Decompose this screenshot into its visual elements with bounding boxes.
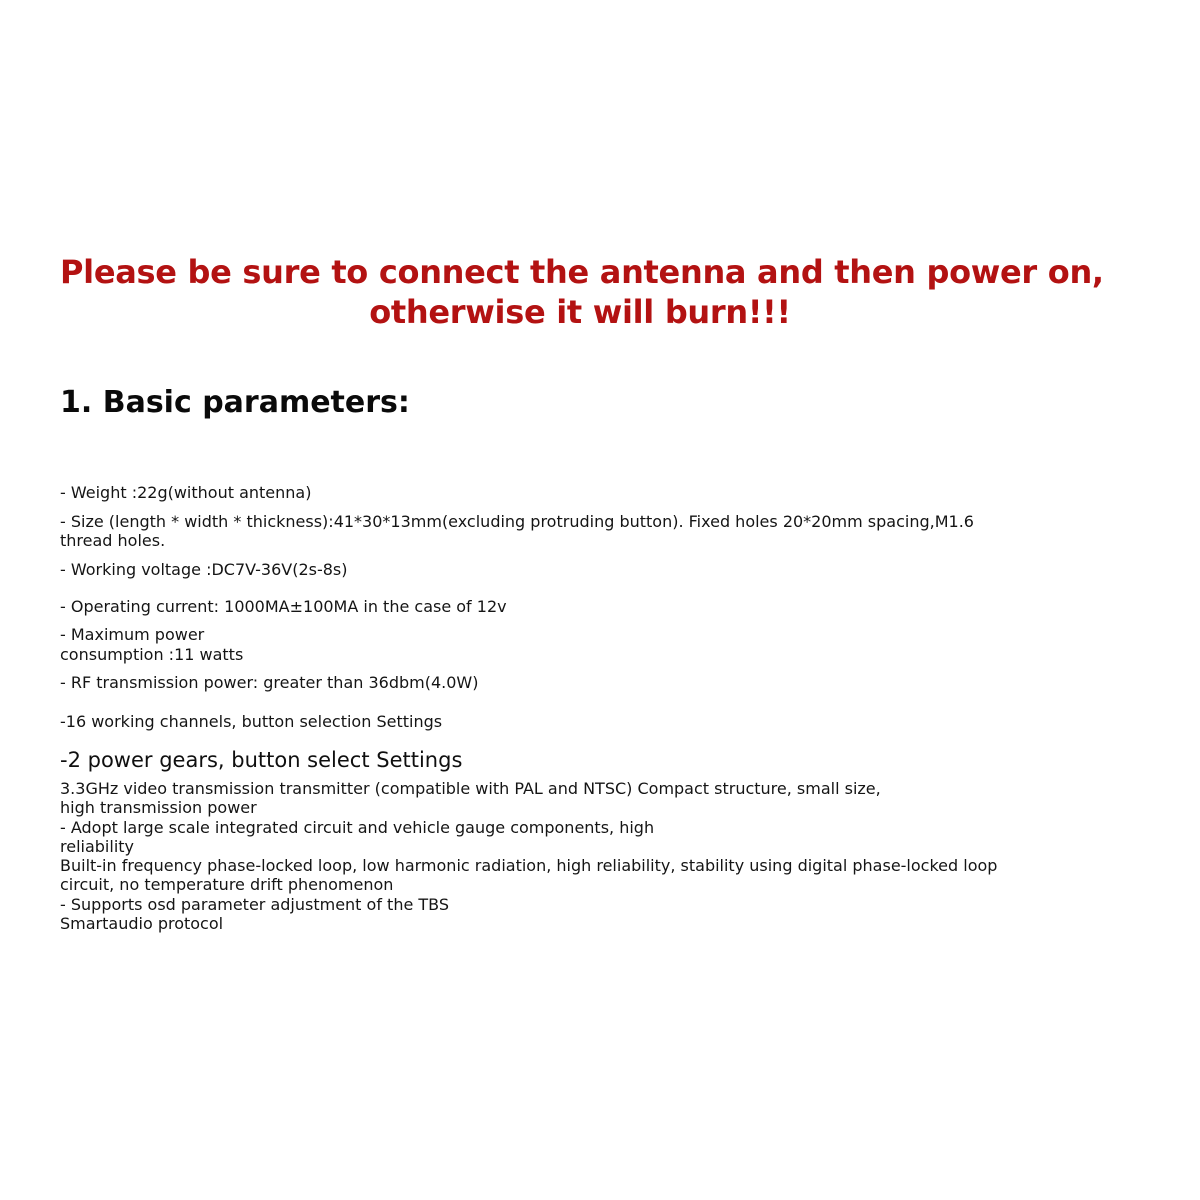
param-rf-power: - RF transmission power: greater than 36dbm(4.0W) bbox=[60, 673, 479, 692]
param-channels: -16 working channels, button selection Settings bbox=[60, 712, 443, 731]
warning-notice bbox=[60, 252, 1104, 332]
warning-line-1: Please be sure to connect the antenna and then power on, bbox=[60, 253, 1104, 291]
warning-line-2: otherwise it will burn!!! bbox=[369, 293, 791, 331]
feature-line: Smartaudio protocol bbox=[60, 914, 224, 934]
feature-line: high transmission power bbox=[60, 798, 257, 818]
feature-line: circuit, no temperature drift phenomenon bbox=[60, 875, 394, 895]
feature-list bbox=[60, 779, 997, 933]
section-title: 1. Basic parameters: bbox=[60, 385, 410, 420]
feature-line: - Adopt large scale integrated circuit and vehicle gauge components, high bbox=[60, 817, 655, 837]
param-weight: - Weight :22g(without antenna) bbox=[60, 483, 312, 502]
param-working-voltage: - Working voltage :DC7V-36V(2s-8s) bbox=[60, 560, 348, 579]
param-max-power: - Maximum power bbox=[60, 625, 205, 644]
param-max-power-continued: consumption :11 watts bbox=[60, 645, 244, 664]
feature-line: reliability bbox=[60, 836, 134, 856]
param-operating-current: - Operating current: 1000MA±100MA in the case of 12v bbox=[60, 597, 507, 616]
param-size-continued: thread holes. bbox=[60, 531, 166, 550]
feature-line: Built-in frequency phase-locked loop, low harmonic radiation, high reliability, stability using digital phase-locked loop bbox=[60, 856, 998, 876]
feature-line: 3.3GHz video transmission transmitter (compatible with PAL and NTSC) Compact structure, small size, bbox=[60, 779, 881, 798]
feature-line: - Supports osd parameter adjustment of the TBS bbox=[60, 894, 450, 914]
param-size: - Size (length * width * thickness):41*30*13mm(excluding protruding button). Fixed holes 20*20mm spacing,M1.6 bbox=[60, 512, 974, 531]
param-power-gears: -2 power gears, button select Settings bbox=[60, 748, 463, 772]
